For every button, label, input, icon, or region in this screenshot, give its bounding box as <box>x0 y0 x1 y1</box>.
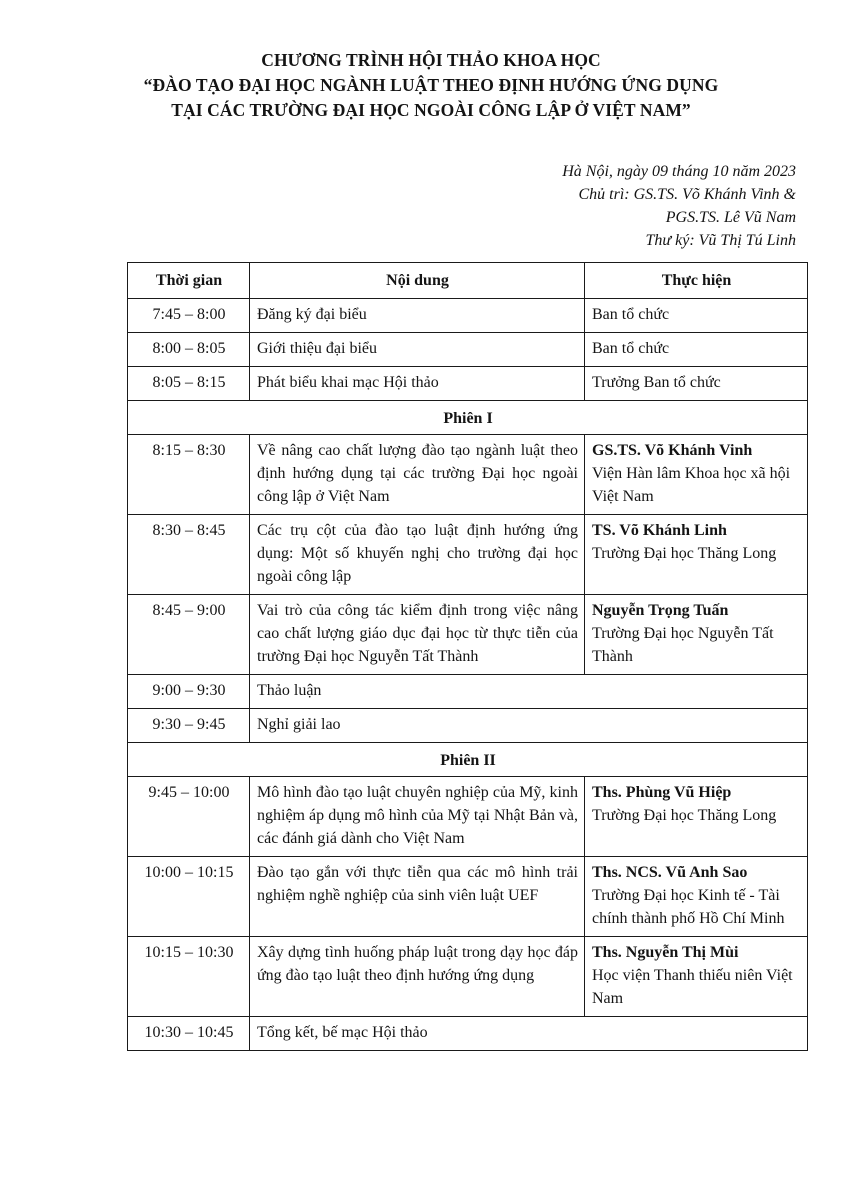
secretary: Thư ký: Vũ Thị Tú Linh <box>645 232 796 249</box>
table-row <box>128 857 808 937</box>
content-cell: Nghỉ giải lao <box>250 709 808 743</box>
time-cell: 10:15 – 10:30 <box>128 937 250 1017</box>
program-title: CHƯƠNG TRÌNH HỘI THẢO KHOA HỌC <box>261 50 601 70</box>
content-cell: Các trụ cột của đào tạo luật định hướng ứng dụng: Một số khuyến nghị cho trường đại học ngoài công lập <box>250 515 585 595</box>
workshop-title-line-1: “ĐÀO TẠO ĐẠI HỌC NGÀNH LUẬT THEO ĐỊNH HƯỚNG ỨNG DỤNG <box>143 75 719 95</box>
table-row <box>128 515 808 595</box>
chair-line-2: PGS.TS. Lê Vũ Nam <box>665 209 796 226</box>
time-cell: 8:05 – 8:15 <box>128 367 250 401</box>
performer-name: Nguyễn Trọng Tuấn <box>592 602 729 619</box>
performer-organization: Viện Hàn lâm Khoa học xã hội Việt Nam <box>592 465 791 505</box>
performer-cell <box>585 857 808 937</box>
performer-organization: Trường Đại học Thăng Long <box>592 545 777 562</box>
table-row <box>128 299 808 333</box>
performer-name: Ths. Nguyễn Thị Mùi <box>592 944 739 961</box>
table-row <box>128 333 808 367</box>
performer-name: GS.TS. Võ Khánh Vinh <box>592 442 753 459</box>
table-row <box>128 937 808 1017</box>
session-1-heading: Phiên I <box>128 401 808 435</box>
table-header-row <box>128 263 808 299</box>
performer-organization: Trường Đại học Kinh tế - Tài chính thành phố Hồ Chí Minh <box>592 887 785 927</box>
time-cell: 9:30 – 9:45 <box>128 709 250 743</box>
performer-organization: Trường Đại học Nguyễn Tất Thành <box>592 625 774 665</box>
content-cell: Tổng kết, bế mạc Hội thảo <box>250 1017 808 1051</box>
table-row <box>128 1017 808 1051</box>
content-cell: Giới thiệu đại biểu <box>250 333 585 367</box>
content-cell: Đào tạo gắn với thực tiễn qua các mô hình trải nghiệm nghề nghiệp của sinh viên luật UEF <box>250 857 585 937</box>
event-meta <box>562 160 796 252</box>
time-cell: 8:15 – 8:30 <box>128 435 250 515</box>
time-cell: 9:45 – 10:00 <box>128 777 250 857</box>
content-cell: Vai trò của công tác kiểm định trong việc nâng cao chất lượng giáo dục đại học từ thực tiễn của trường Đại học Nguyễn Tất Thành <box>250 595 585 675</box>
table-row <box>128 595 808 675</box>
performer-cell: Trưởng Ban tổ chức <box>585 367 808 401</box>
session-2-heading: Phiên II <box>128 743 808 777</box>
performer-name: TS. Võ Khánh Linh <box>592 522 727 539</box>
column-header-content: Nội dung <box>250 263 585 299</box>
content-cell: Đăng ký đại biểu <box>250 299 585 333</box>
performer-cell: Ban tổ chức <box>585 299 808 333</box>
time-cell: 8:00 – 8:05 <box>128 333 250 367</box>
table-row <box>128 709 808 743</box>
time-cell: 8:45 – 9:00 <box>128 595 250 675</box>
content-cell: Xây dựng tình huống pháp luật trong dạy học đáp ứng đào tạo luật theo định hướng ứng dụng <box>250 937 585 1017</box>
performer-name: Ths. NCS. Vũ Anh Sao <box>592 864 748 881</box>
column-header-performer: Thực hiện <box>585 263 808 299</box>
table-row <box>128 777 808 857</box>
time-cell: 9:00 – 9:30 <box>128 675 250 709</box>
time-cell: 8:30 – 8:45 <box>128 515 250 595</box>
chair-line-1: Chủ trì: GS.TS. Võ Khánh Vinh & <box>578 186 796 203</box>
session-row <box>128 743 808 777</box>
performer-name: Ths. Phùng Vũ Hiệp <box>592 784 732 801</box>
performer-cell <box>585 435 808 515</box>
table-row <box>128 435 808 515</box>
table-row <box>128 367 808 401</box>
performer-organization: Học viện Thanh thiếu niên Việt Nam <box>592 967 793 1007</box>
content-cell: Phát biểu khai mạc Hội thảo <box>250 367 585 401</box>
performer-cell: Ban tổ chức <box>585 333 808 367</box>
column-header-time: Thời gian <box>128 263 250 299</box>
performer-organization: Trường Đại học Thăng Long <box>592 807 777 824</box>
time-cell: 10:00 – 10:15 <box>128 857 250 937</box>
workshop-title-line-2: TẠI CÁC TRƯỜNG ĐẠI HỌC NGOÀI CÔNG LẬP Ở VIỆT NAM” <box>171 100 691 120</box>
content-cell: Mô hình đào tạo luật chuyên nghiệp của Mỹ, kinh nghiệm áp dụng mô hình của Mỹ tại Nhật Bản và, các đánh giá dành cho Việt Nam <box>250 777 585 857</box>
time-cell: 10:30 – 10:45 <box>128 1017 250 1051</box>
content-cell: Thảo luận <box>250 675 808 709</box>
performer-cell <box>585 937 808 1017</box>
session-row <box>128 401 808 435</box>
performer-cell <box>585 777 808 857</box>
performer-cell <box>585 515 808 595</box>
time-cell: 7:45 – 8:00 <box>128 299 250 333</box>
document-header <box>0 48 862 123</box>
content-cell: Về nâng cao chất lượng đào tạo ngành luật theo định hướng dụng tại các trường Đại học ngoài công lập ở Việt Nam <box>250 435 585 515</box>
program-table <box>127 262 808 1051</box>
event-date: Hà Nội, ngày 09 tháng 10 năm 2023 <box>562 163 796 180</box>
table-row <box>128 675 808 709</box>
performer-cell <box>585 595 808 675</box>
